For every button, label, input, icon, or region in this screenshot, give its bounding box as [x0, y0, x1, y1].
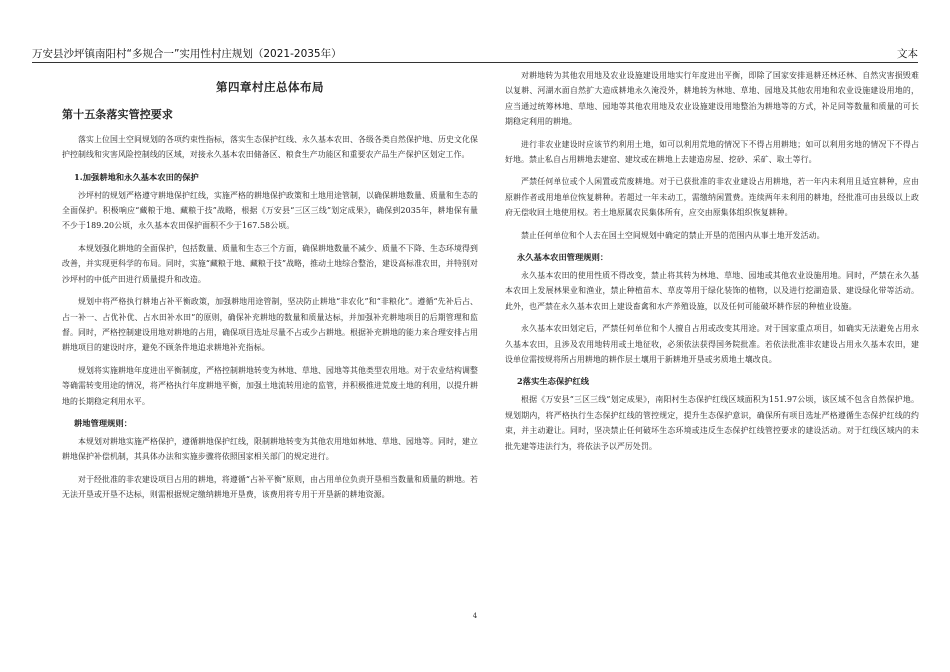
subheading-farmland-rules: 耕地管理规则：: [74, 417, 133, 428]
paragraph: 对耕地转为其他农用地及农业设施建设用地实行年度进出平衡，即除了国家安排退耕还林还林、自然灾害损毁难以复耕、河湖水面自然扩大造成耕地永久淹没外，耕地转为林地、草地、园地及其他农用地和农业设施建设用地的，应当通过统筹林地、草地、园地等其他农用地及农业设施建设用地整治为耕地等的方式，补足同等数量和质量的可长期稳定利用的耕地。: [505, 71, 919, 127]
paragraph: 根据《万安县“三区三线”划定成果》，南阳村生态保护红线区域面积为151.97公顷，该区域不包含自然保护地。规划期内，将严格执行生态保护红线的管控规定，提升生态保护意识，确保所有项目选址严格遵循生态保护红线的约束，并主动避让。同时，坚决禁止任何破坏生态环境或违反生态保护红线管控要求的建设活动。对于红线区域内的未批先建等违法行为，将依法予以严厉处罚。: [505, 395, 919, 451]
paragraph: 规划中将严格执行耕地占补平衡政策，加强耕地用途管制，坚决防止耕地“非农化”和“非粮化”。遵循“先补后占、占一补一、占优补优、占水田补水田”的原则，确保补充耕地的数量和质量达标，并加强补充耕地项目的后期管理和监督。同时，严格控制建设用地对耕地的占用，确保项目选址尽量不占或少占耕地。根据补充耕地的能力来合理安排占用耕地项目的建设时序，避免不顾条件地追求耕地补充指标。: [62, 297, 478, 353]
paragraph: 本规划对耕地实施严格保护，遵循耕地保护红线，限制耕地转变为其他农用地如林地、草地、园地等。同时，建立耕地保护补偿机制，其具体办法和实施步骤将依照国家相关部门的规定进行。: [62, 436, 478, 462]
paragraph: 规划将实施耕地年度进出平衡制度，严格控制耕地转变为林地、草地、园地等其他类型农用地。对于农业结构调整等确需转变用途的情况，将严格执行年度耕地平衡，加强土地流转用途的监管，并积极推进荒废土地的利用，以提升耕地的长期稳定利用水平。: [62, 365, 478, 406]
paragraph: 进行非农业建设时应该节约利用土地，如可以利用荒地的情况下不得占用耕地；如可以利用劣地的情况下不得占好地。禁止私自占用耕地去建窑、建坟或在耕地上去建造房屋、挖砂、采矿、取土等行。: [505, 139, 919, 165]
header-title: 万安县沙坪镇南阳村“多规合一”实用性村庄规划（2021-2035年）: [32, 48, 342, 60]
paragraph: 落实上位国土空间规划的各项约束性指标，落实生态保护红线、永久基本农田、各级各类自然保护地、历史文化保护控制线和灾害风险控制线的区域，对接永久基本农田储备区、粮食生产功能区和重要农产品生产保护区划定工作。: [62, 134, 478, 160]
section-title: 第十五条落实管控要求: [62, 108, 173, 122]
page-number: 4: [472, 612, 478, 620]
left-column: [62, 68, 478, 510]
paragraph: 永久基本农田的使用性质不得改变，禁止将其转为林地、草地、园地或其他农业设施用地。同时，严禁在永久基本农田上发展林果业和渔业，禁止种植苗木、草皮等用于绿化装饰的植物，以及进行挖湖造景、建设绿化带等活动。此外，也严禁在永久基本农田上建设畜禽和水产养殖设施，以及任何可能破坏耕作层的种植业设施。: [505, 271, 919, 311]
paragraph: 永久基本农田划定后，严禁任何单位和个人擅自占用或改变其用途。对于国家重点项目，如确实无法避免占用永久基本农田，且涉及农用地转用或土地征收，必须依法获得国务院批准。若依法批准非农建设占用永久基本农田，建设单位需按规将所占用耕地的耕作层土壤用于新耕地开垦或劣质地土壤改良。: [505, 324, 919, 365]
subheading-ecological-redline: 2落实生态保护红线: [517, 376, 590, 387]
header-divider: [32, 62, 918, 63]
paragraph: 禁止任何单位和个人去在国土空间规划中确定的禁止开垦的范围内从事土地开发活动。: [521, 230, 825, 240]
right-column: [505, 68, 919, 461]
subheading-farmland-protection: 1.加强耕地和永久基本农田的保护: [74, 171, 199, 182]
page-header: [32, 46, 918, 62]
subheading-basic-farmland-rules: 永久基本农田管理规则：: [517, 252, 609, 263]
header-doc-type: 文本: [897, 48, 918, 60]
paragraph: 严禁任何单位或个人闲置或荒废耕地。对于已获批准的非农业建设占用耕地，若一年内未利用且适宜耕种，应由原耕作者或用地单位恢复耕种。若超过一年未动工，需缴纳闲置费。连续两年未利用的耕地，经批准可由县级以上政府无偿收回土地使用权。若土地原属农民集体所有，应交由原集体组织恢复耕种。: [505, 177, 919, 218]
paragraph: 本规划强化耕地的全面保护，包括数量、质量和生态三个方面，确保耕地数量不减少、质量不下降、生态环境得到改善，并实现更科学的布局。同时，实施“藏粮于地、藏粮于技”战略，推动土地综合整治，建设高标准农田，并特别对沙坪村的中低产田进行质量提升和改造。: [62, 243, 478, 284]
chapter-title: 第四章村庄总体布局: [216, 80, 324, 94]
paragraph: 沙坪村的规划严格遵守耕地保护红线，实施严格的耕地保护政策和土地用途管制，以确保耕地数量、质量和生态的全面保护。积极响应“藏粮于地、藏粮于技”战略，根据《万安县“三区三线”划定成果》，确保到2035年，耕地保有量不少于189.20公顷，永久基本农田保护面积不少于167.58公顷。: [62, 190, 478, 231]
paragraph: 对于经批准的非农建设项目占用的耕地，将遵循“占补平衡”原则，由占用单位负责开垦相当数量和质量的耕地。若无法开垦或开垦不达标，则需根据规定缴纳耕地开垦费，该费用将专用于开垦新的耕地资源。: [62, 474, 478, 500]
